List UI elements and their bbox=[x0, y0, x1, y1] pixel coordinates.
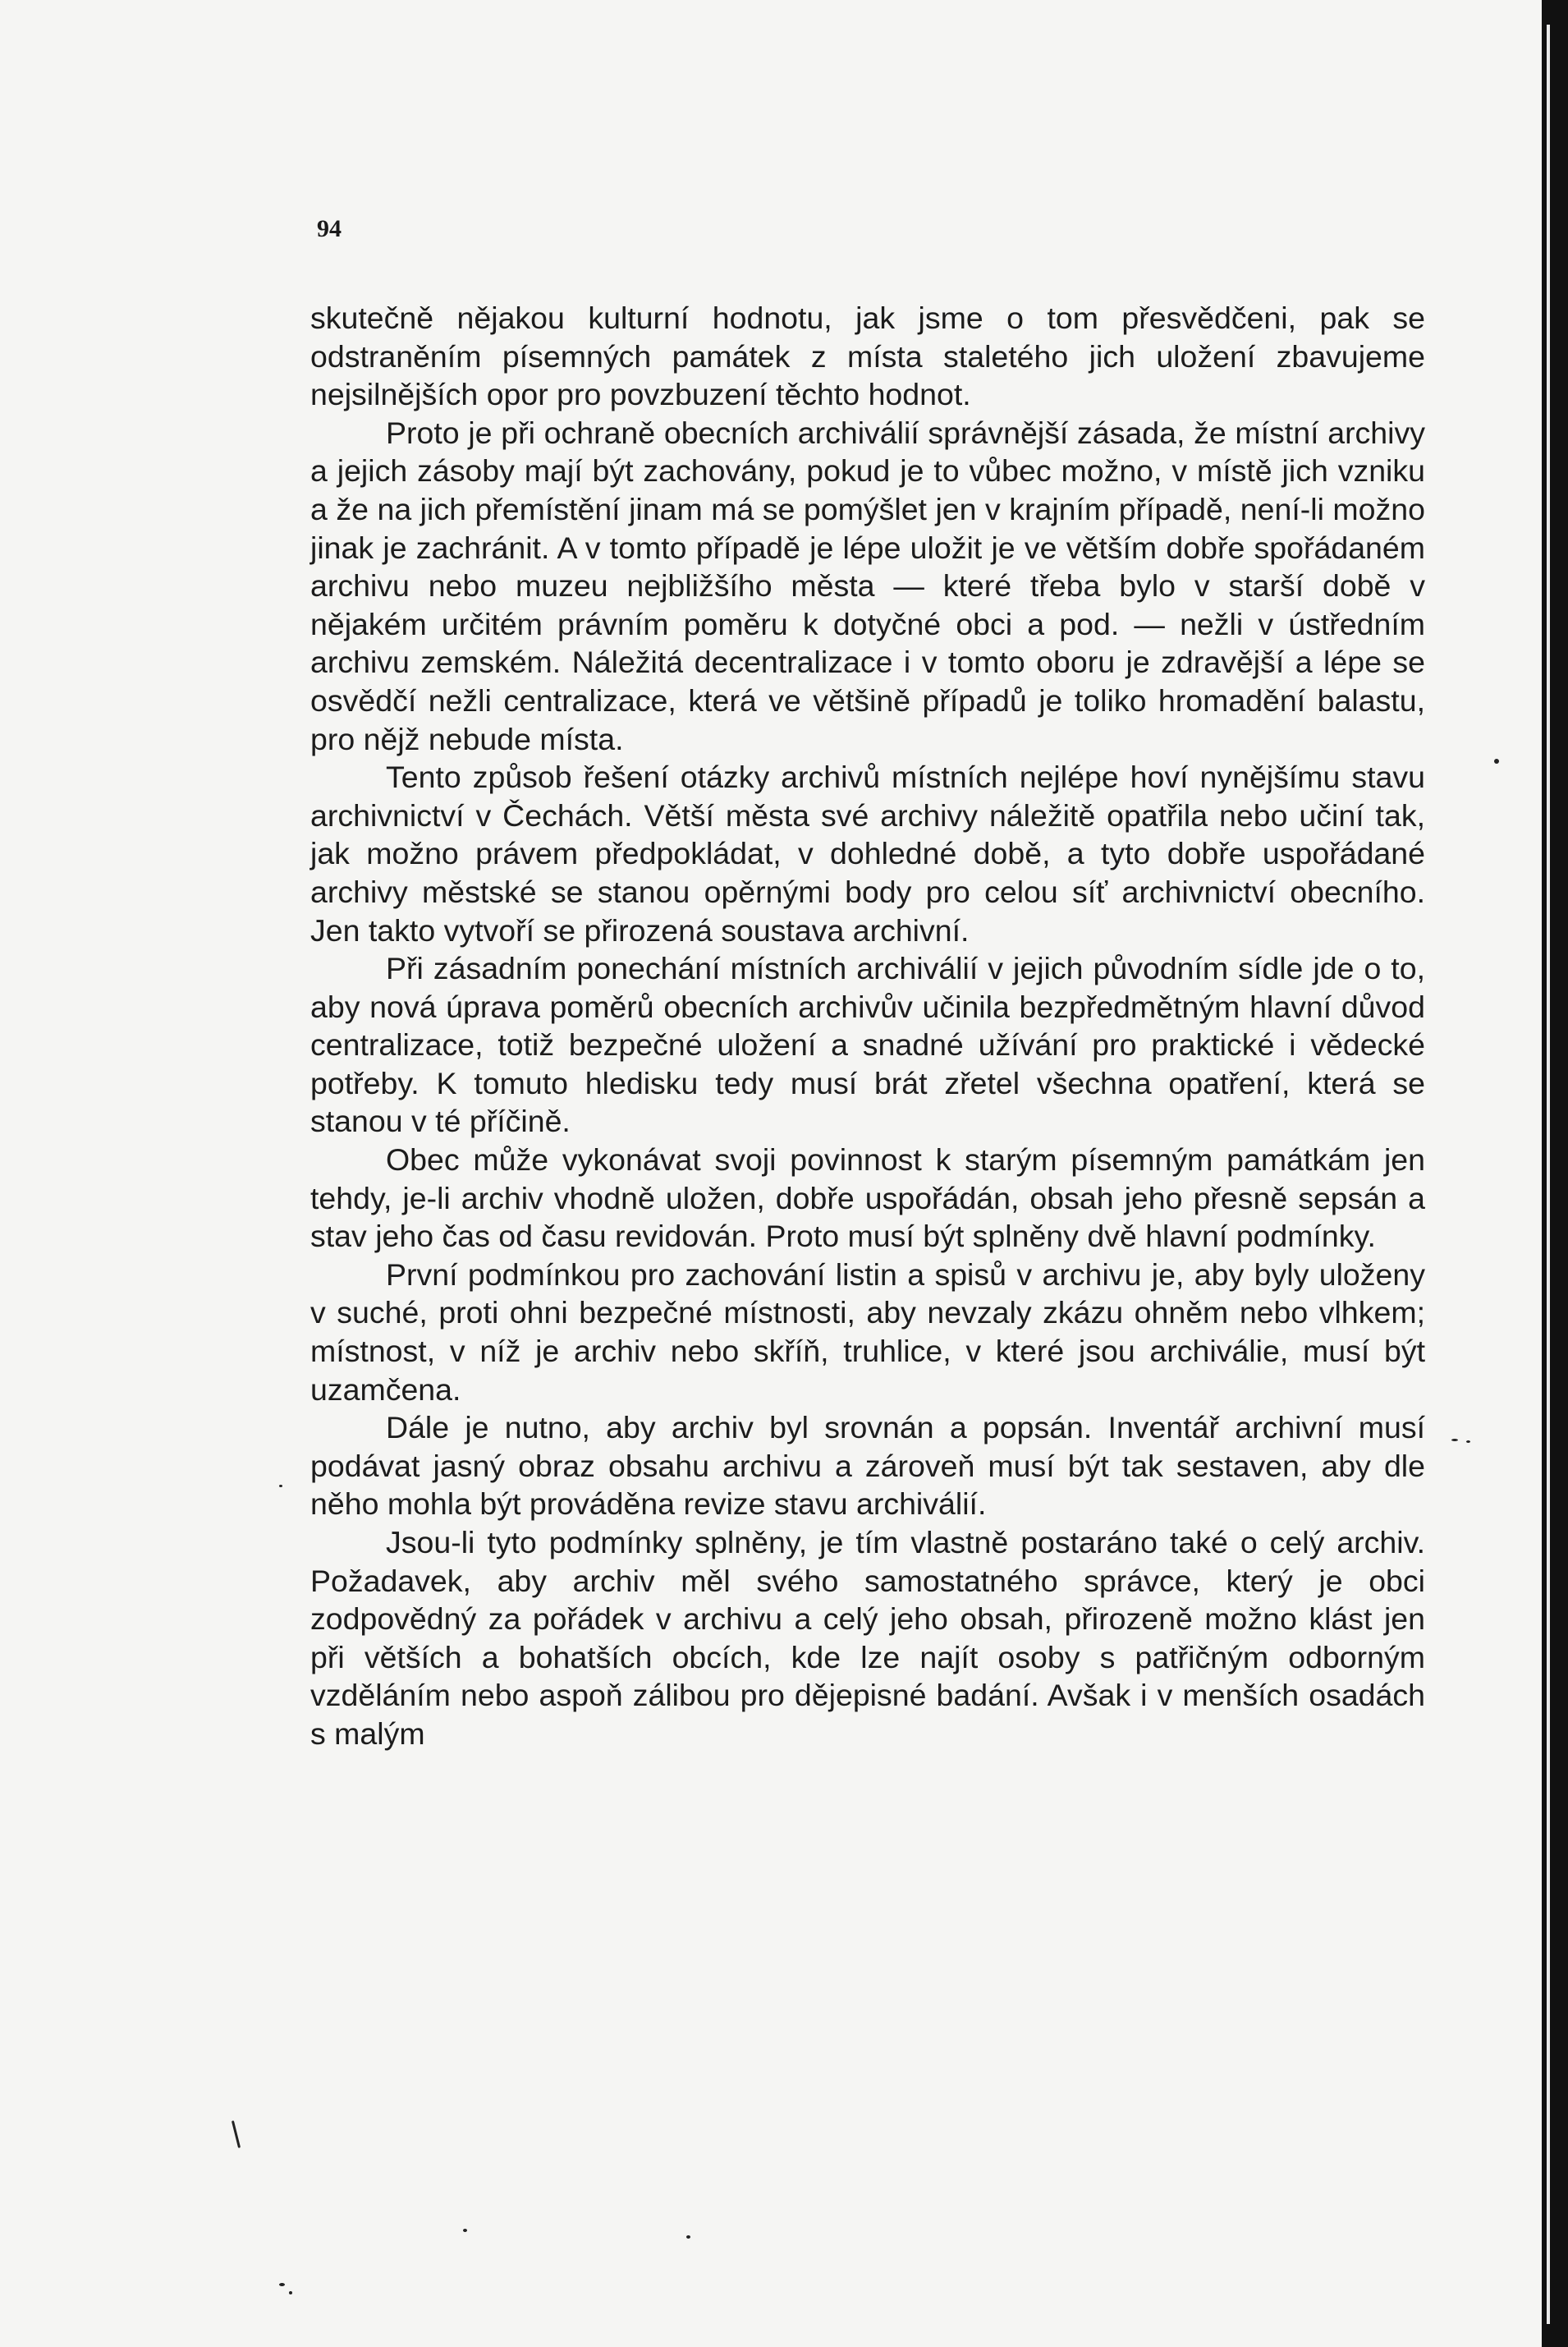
paragraph: Obec může vykonávat svoji povinnost k starým písemným památkám jen tehdy, je-li archiv vhodně uložen, dobře uspořádán, obsah jeho přesně sepsán a stav jeho čas od času revidován. Proto musí být splněny dvě hlavní podmínky. bbox=[310, 1142, 1425, 1254]
scan-speck bbox=[1451, 1439, 1458, 1441]
paragraph: Tento způsob řešení otázky archivů místních nejlépe hoví nynějšímu stavu archivnictví v Čechách. Větší města své archivy náležitě opatřila nebo učiní tak, jak možno právem předpokládat, v dohledné době, a tyto dobře uspořádané archivy městské se stanou opěrnými body pro celou síť archivnictví obecního. Jen takto vytvoří se přirozená soustava archivní. bbox=[310, 760, 1425, 948]
paragraph: Při zásadním ponechání místních archiválií v jejich původním sídle jde o to, aby nová úprava poměrů obecních archivův učinila bezpředmětným hlavní důvod centralizace, totiž bezpečné uložení a snadné užívání pro praktické i vědecké potřeby. K tomuto hledisku tedy musí brát zřetel všechna opatření, která se stanou v té příčině. bbox=[310, 951, 1425, 1139]
paragraph: První podmínkou pro zachování listin a spisů v archivu je, aby byly uloženy v suché, proti ohni bezpečné místnosti, aby nevzaly zkázu ohněm nebo vlhkem; místnost, v níž je archiv nebo skříň, truhlice, v které jsou archiválie, musí být uzamčena. bbox=[310, 1256, 1425, 1407]
paragraph: Dále je nutno, aby archiv byl srovnán a popsán. Inventář archivní musí podávat jasný obraz obsahu archivu a zároveň musí být tak sestaven, aby dle něho mohla být prováděna revize stavu archiválií. bbox=[310, 1410, 1425, 1522]
scan-speck bbox=[232, 2120, 241, 2148]
paragraph: Jsou-li tyto podmínky splněny, je tím vlastně postaráno také o celý archiv. Požadavek, aby archiv měl svého samostatného správce, který je obci zodpovědný za pořádek v archivu a celý jeho obsah, přirozeně možno klást jen při větších a bohatších obcích, kde lze najít osoby s patřičným odborným vzděláním nebo aspoň zálibou pro dějepisné badání. Avšak i v menších osadách s malým bbox=[310, 1525, 1425, 1751]
scan-speck bbox=[279, 1485, 282, 1487]
scan-speck bbox=[289, 2291, 292, 2294]
scan-speck bbox=[1466, 1440, 1470, 1443]
scan-border bbox=[1542, 0, 1568, 2347]
scan-speck bbox=[1494, 759, 1499, 764]
paragraph: skutečně nějakou kulturní hodnotu, jak jsme o tom přesvědčeni, pak se odstraněním písemných památek z místa staletého jich uložení zbavujeme nejsilnějších opor pro povzbuzení těchto hodnot. bbox=[310, 301, 1425, 412]
body-text bbox=[310, 299, 1425, 1753]
paragraph: Proto je při ochraně obecních archiválií správnější zásada, že místní archivy a jejich zásoby mají být zachovány, pokud je to vůbec možno, v místě jich vzniku a že na jich přemístění jinam má se pomýšlet jen v krajním případě, není-li možno jinak je zachránit. A v tomto případě je lépe uložit je ve větším dobře spořádaném archivu nebo muzeu nejbližšího města — které třeba bylo v starší době v nějakém určitém právním poměru k dotyčné obci a pod. — nežli v ústředním archivu zemském. Náležitá decentralizace i v tomto oboru je zdravější a lépe se osvědčí nežli centralizace, která ve většině případů je toliko hromadění balastu, pro nějž nebude místa. bbox=[310, 415, 1425, 756]
scan-border-highlight bbox=[1547, 25, 1550, 2324]
scan-speck bbox=[463, 2229, 467, 2232]
page-number: 94 bbox=[317, 215, 342, 242]
scan-speck bbox=[686, 2235, 690, 2239]
scan-speck bbox=[279, 2283, 285, 2286]
